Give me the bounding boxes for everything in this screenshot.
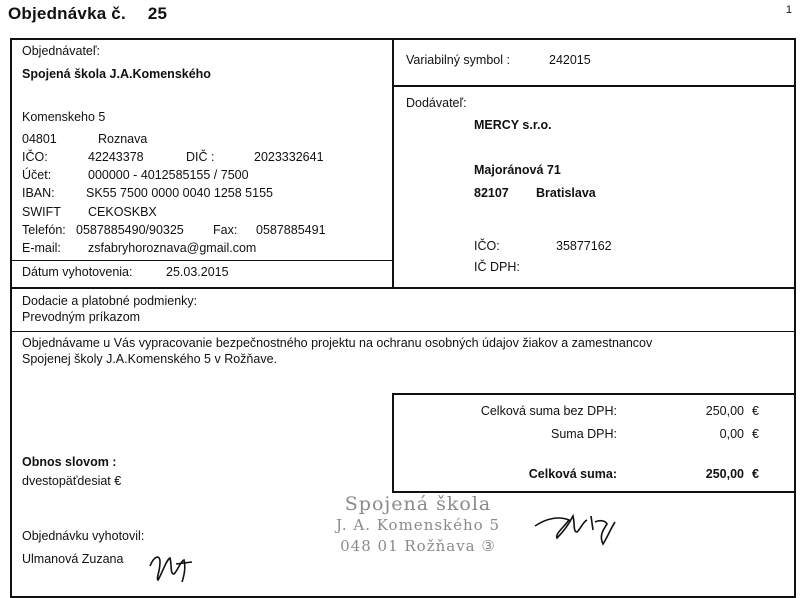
variable-symbol-label: Variabilný symbol :: [406, 53, 510, 67]
orderer-street: Komenskeho 5: [22, 110, 106, 124]
divider-description: [10, 331, 796, 332]
description-line-2: Spojenej školy J.A.Komenského 5 v Rožňave.: [22, 352, 277, 366]
vertical-divider: [392, 38, 394, 288]
issuer-name: Ulmanová Zuzana: [22, 552, 124, 566]
supplier-zip: 82107: [474, 186, 509, 200]
totals-box-left: [392, 393, 394, 493]
issuer-label: Objednávku vyhotovil:: [22, 529, 145, 543]
vat-currency: €: [752, 427, 759, 441]
orderer-name: Spojená škola J.A.Komenského: [22, 67, 211, 81]
divider-terms: [10, 287, 796, 289]
order-number: 25: [147, 4, 168, 23]
orderer-zip: 04801: [22, 132, 57, 146]
supplier-label: Dodávateľ:: [406, 96, 467, 110]
terms-value: Prevodným príkazom: [22, 310, 141, 324]
orderer-account: 000000 - 4012585155 / 7500: [88, 168, 249, 182]
orderer-ico-label: IČO:: [22, 150, 48, 164]
orderer-phone: 0587885490/90325: [76, 223, 184, 237]
order-title: Objednávka č. 25: [8, 4, 168, 23]
terms-label: Dodacie a platobné podmienky:: [22, 294, 198, 308]
divider-variable-symbol: [392, 85, 796, 87]
orderer-account-label: Účet:: [22, 168, 52, 182]
description-line-1: Objednávame u Vás vypracovanie bezpečnostného projektu na ochranu osobných údajov žiakov a zamestnancov: [22, 336, 653, 350]
net-total-currency: €: [752, 404, 759, 418]
orderer-phone-label: Telefón:: [22, 223, 66, 237]
net-total-label: Celková suma bez DPH:: [480, 404, 617, 418]
orderer-city: Roznava: [98, 132, 148, 146]
amount-in-words: dvestopäťdesiat €: [22, 474, 122, 488]
stamp-line-1: Spojená škola: [344, 493, 492, 515]
vat-label: Suma DPH:: [551, 427, 617, 441]
supplier-ico: 35877162: [556, 239, 612, 253]
supplier-icdph-label: IČ DPH:: [474, 260, 520, 274]
stamp-line-2: J. A. Komenského 5: [336, 516, 501, 534]
issue-date-label: Dátum vyhotovenia:: [22, 265, 133, 279]
supplier-name: MERCY s.r.o.: [474, 118, 552, 132]
orderer-email: zsfabryhoroznava@gmail.com: [88, 241, 257, 255]
issuer-signature-icon: [146, 544, 196, 584]
grand-total: 250,00: [705, 467, 744, 481]
divider-issue-date: [10, 260, 394, 261]
issue-date: 25.03.2015: [166, 265, 229, 279]
variable-symbol: 242015: [549, 53, 591, 67]
supplier-ico-label: IČO:: [474, 239, 500, 253]
page-number: 1: [785, 4, 792, 16]
vat-amount: 0,00: [719, 427, 744, 441]
orderer-iban: SK55 7500 0000 0040 1258 5155: [86, 186, 273, 200]
orderer-iban-label: IBAN:: [22, 186, 55, 200]
orderer-label: Objednávateľ:: [22, 44, 101, 58]
totals-box-top: [392, 393, 796, 395]
grand-total-label: Celková suma:: [528, 467, 617, 481]
stamp-line-3: 048 01 Rožňava: [340, 537, 476, 555]
school-stamp: [336, 494, 500, 557]
orderer-swift-label: SWIFT: [22, 205, 61, 219]
orderer-fax-label: Fax:: [213, 223, 238, 237]
net-total: 250,00: [705, 404, 744, 418]
orderer-swift: CEKOSKBX: [88, 205, 157, 219]
supplier-city: Bratislava: [536, 186, 596, 200]
amount-in-words-label: Obnos slovom :: [22, 455, 117, 469]
orderer-dic-label: DIČ :: [186, 150, 215, 164]
orderer-email-label: E-mail:: [22, 241, 61, 255]
orderer-ico: 42243378: [88, 150, 144, 164]
grand-total-currency: €: [752, 467, 759, 481]
supplier-signature-icon: [533, 506, 623, 548]
supplier-street: Majoránová 71: [474, 163, 561, 177]
stamp-mark: ③: [481, 537, 496, 555]
orderer-dic: 2023332641: [254, 150, 324, 164]
orderer-fax: 0587885491: [256, 223, 326, 237]
